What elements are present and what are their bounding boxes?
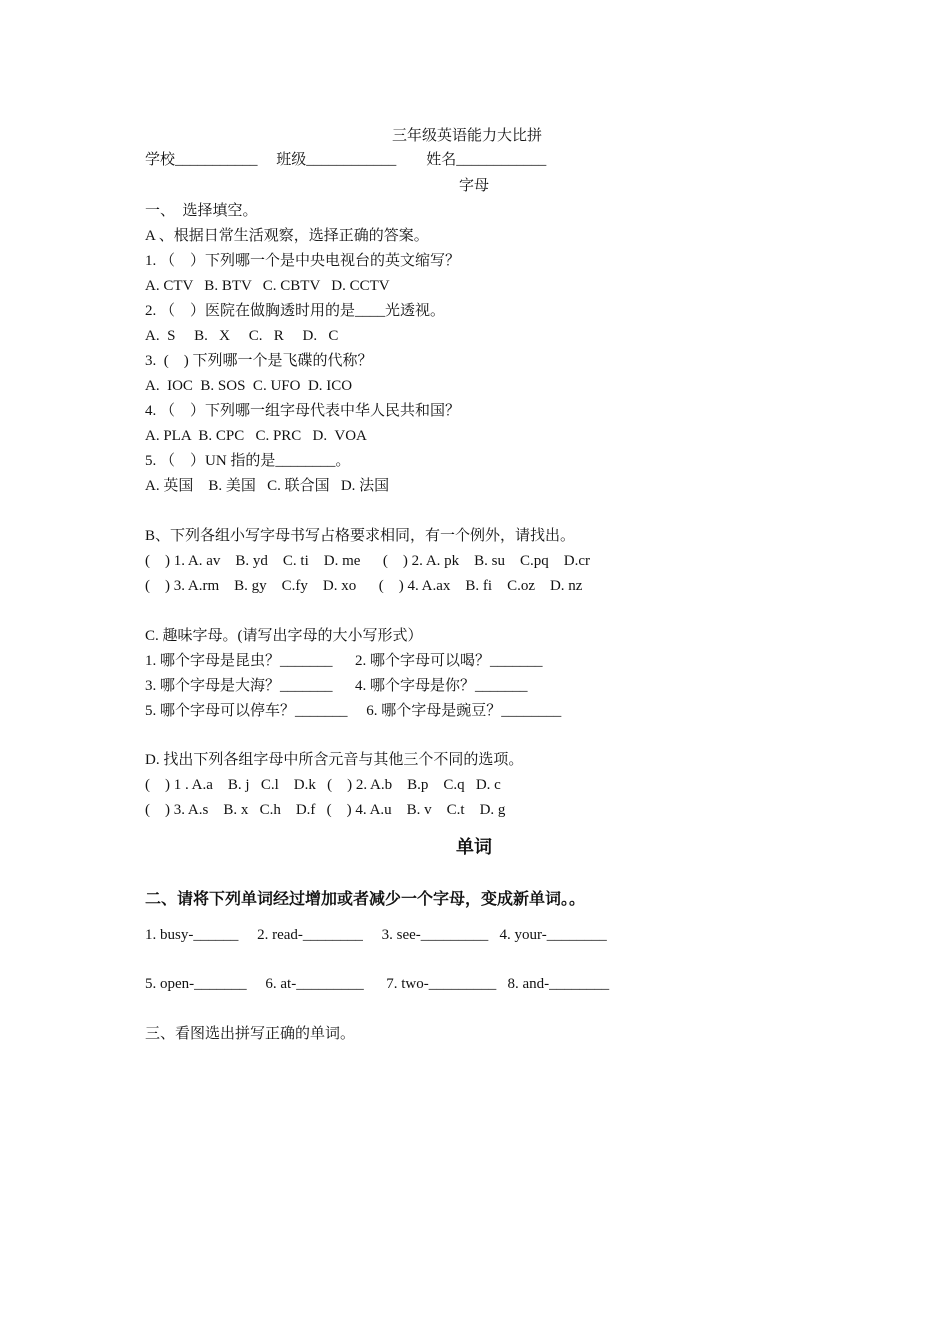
partC-line: 1. 哪个字母是昆虫？_______ 2. 哪个字母可以喝？_______ [145,653,543,669]
partA-title: A 、根据日常生活观察，选择正确的答案。 [145,228,429,244]
partA-line: 1. （ ）下列哪一个是中央电视台的英文缩写？ [145,253,461,269]
section1-title: 一、 选择填空。 [145,203,258,219]
words-line: 1. busy-______ 2. read-________ 3. see-_________ 4. your-________ [145,927,607,943]
section3-title: 三、看图选出拼写正确的单词。 [145,1026,356,1042]
partC-line: 5. 哪个字母可以停车？_______ 6. 哪个字母是豌豆？________ [145,703,562,719]
student-info-line: 学校___________ 班级____________ 姓名____________ [145,152,547,168]
partD-line: ( ) 1 . A.a B. j C.l D.k ( ) 2. A.b B.p C.q D. c [145,777,501,793]
partC-line: 3. 哪个字母是大海？_______ 4. 哪个字母是你？_______ [145,678,528,694]
partA-line: 2. （ ）医院在做胸透时用的是____光透视。 [145,303,446,319]
section2-title: 二、请将下列单词经过增加或者减少一个字母，变成新单词。。 [145,889,586,908]
partA-line: A. PLA B. CPC C. PRC D. VOA [145,428,367,444]
partD-line: ( ) 3. A.s B. x C.h D.f ( ) 4. A.u B. v C.t D. g [145,802,506,818]
words-line: 5. open-_______ 6. at-_________ 7. two-_________ 8. and-________ [145,976,610,992]
words-heading: 单词 [456,837,492,858]
partB-line: ( ) 3. A.rm B. gy C.fy D. xo ( ) 4. A.ax B. fi C.oz D. nz [145,578,583,594]
partA-line: A. 英国 B. 美国 C. 联合国 D. 法国 [145,478,390,494]
partB-title: B、下列各组小写字母书写占格要求相同，有一个例外，请找出。 [145,528,576,544]
partA-line: A. S B. X C. R D. C [145,328,339,344]
partA-line: 5. （ ）UN 指的是________。 [145,453,351,469]
partD-title: D. 找出下列各组字母中所含元音与其他三个不同的选项。 [145,752,524,768]
letters-heading: 字母 [459,178,490,194]
partA-line: 4. （ ）下列哪一组字母代表中华人民共和国？ [145,403,461,419]
partB-line: ( ) 1. A. av B. yd C. ti D. me ( ) 2. A. pk B. su C.pq D.cr [145,553,590,569]
partC-title: C. 趣味字母。(请写出字母的大小写形式） [145,628,423,644]
partA-line: 3. ( ) 下列哪一个是飞碟的代称？ [145,353,373,369]
partA-line: A. CTV B. BTV C. CBTV D. CCTV [145,278,390,294]
page-title: 三年级英语能力大比拼 [392,128,543,144]
partA-line: A. IOC B. SOS C. UFO D. ICO [145,378,353,394]
